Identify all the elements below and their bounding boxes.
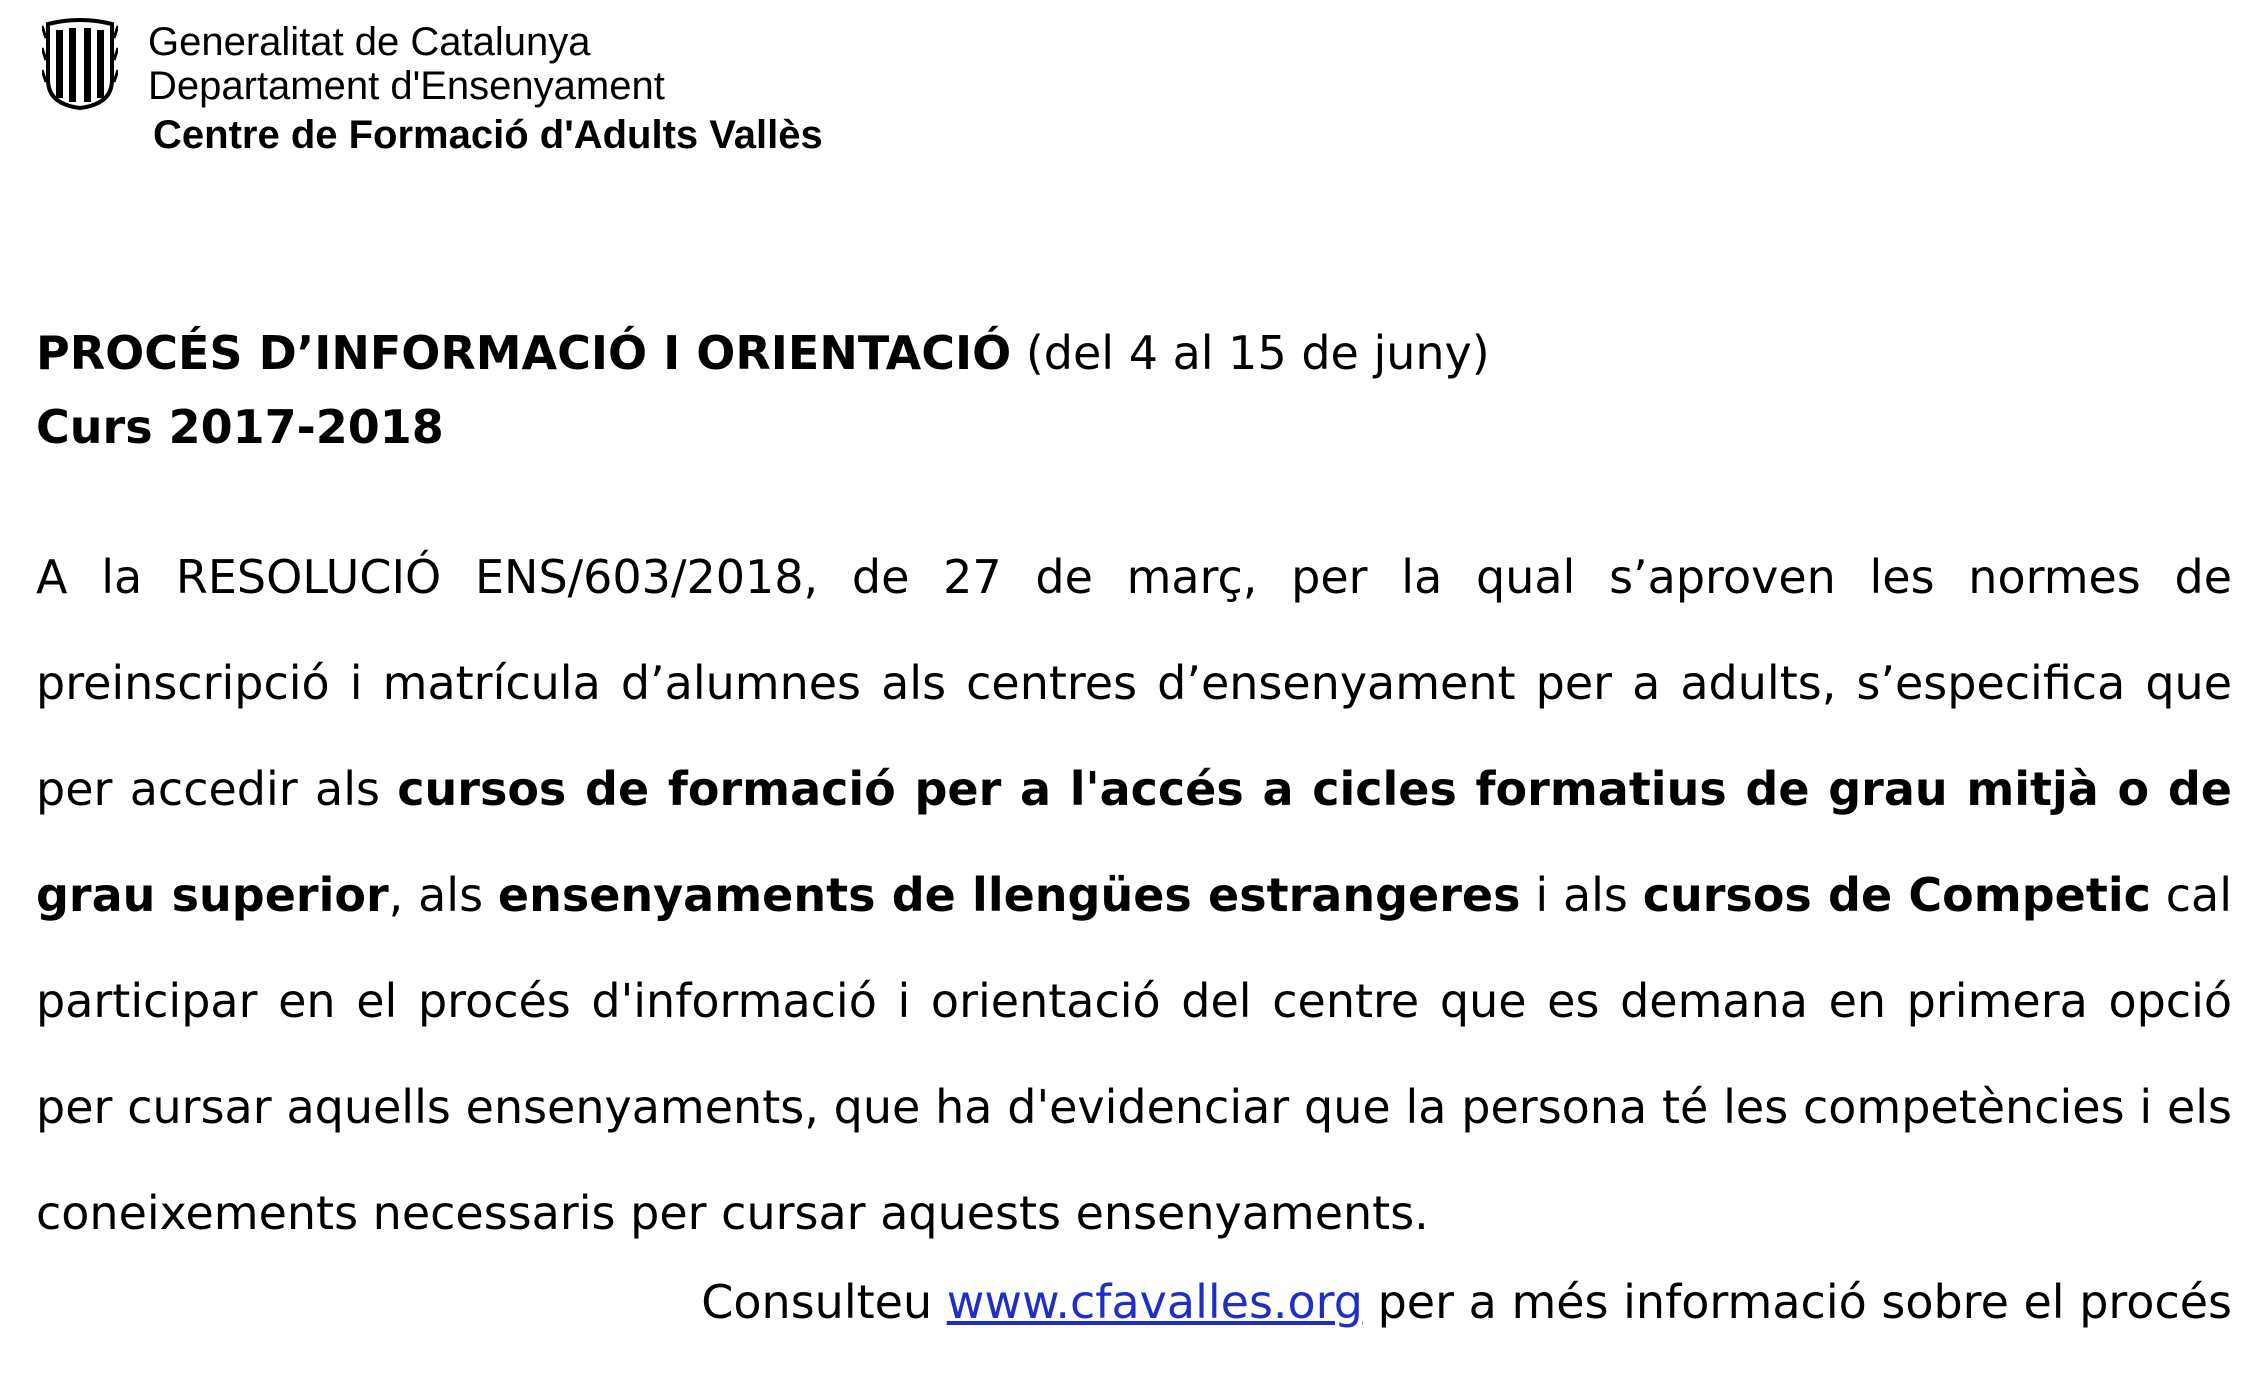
- heading-line-1: [36, 316, 1490, 390]
- centre-name: Centre de Formació d'Adults Vallès: [153, 113, 823, 157]
- website-link[interactable]: www.cfavalles.org: [946, 1275, 1363, 1329]
- organization-name: [148, 20, 823, 158]
- body-text-4: cal participar en el procés d'informació i orientació del centre que es demana en primera opció per cursar aquells ensenyaments, que ha d'evidenciar que la persona té les competències i els coneixements necessaris per cursar aquests ensenyaments.: [36, 868, 2232, 1240]
- catalan-government-seal-icon: [42, 18, 118, 110]
- body-text-1: A la RESOLUCIÓ ENS/603/2018, de 27 de març, per la qual s’aproven les normes de preinscripció i matrícula d’alumnes als centres d’ensenyament per a adults, s’especifica que per accedir als: [36, 550, 2232, 816]
- process-title: PROCÉS D’INFORMACIÓ I ORIENTACIÓ: [36, 326, 1012, 380]
- org-line-department: Departament d'Ensenyament: [148, 64, 665, 108]
- document-heading: [36, 316, 1490, 464]
- org-line-generalitat: Generalitat de Catalunya: [148, 20, 591, 64]
- process-dates: (del 4 al 15 de juny): [1011, 326, 1490, 380]
- body-bold-training-courses: cursos de formació per a l'accés a cicles formatius de grau mitjà o de grau superior: [36, 762, 2232, 922]
- body-text-3: i als: [1520, 868, 1643, 922]
- footer-text-after: per a més informació sobre el procés: [1362, 1275, 2232, 1329]
- body-text-2: , als: [388, 868, 498, 922]
- body-bold-competic: cursos de Competic: [1642, 868, 2151, 922]
- body-bold-foreign-languages: ensenyaments de llengües estrangeres: [497, 868, 1521, 922]
- course-year: Curs 2017-2018: [36, 400, 444, 454]
- footer-text-before: Consulteu: [701, 1275, 947, 1329]
- body-paragraph: [36, 524, 2232, 1266]
- footer-note: [701, 1262, 2232, 1342]
